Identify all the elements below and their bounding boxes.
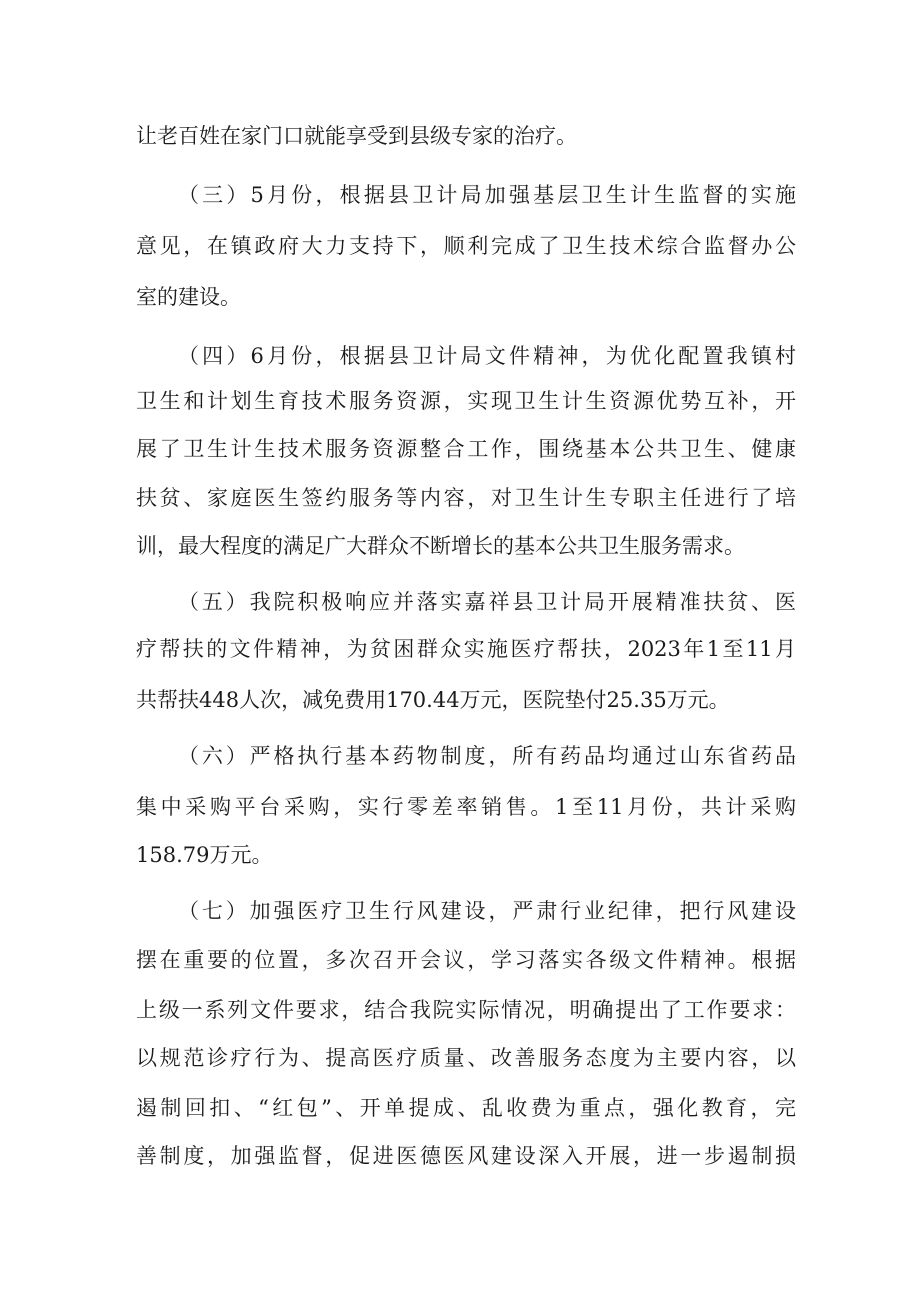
text-line: 训，最大程度的满足广大群众不断增长的基本公共卫生服务需求。	[136, 534, 745, 558]
text-line: 以规范诊疗行为、提高医疗质量、改善服务态度为主要内容，以	[136, 1046, 796, 1070]
text-line: 意见，在镇政府大力支持下，顺利完成了卫生技术综合监督办公	[136, 234, 796, 258]
text-line: 扶贫、家庭医生签约服务等内容，对卫生计生专职主任进行了培	[136, 486, 796, 510]
text-line: 上级一系列文件要求，结合我院实际情况，明确提出了工作要求：	[136, 998, 796, 1022]
text-line: 室的建设。	[136, 285, 241, 309]
text-line: （五）我院积极响应并落实嘉祥县卫计局开展精准扶贫、医	[178, 590, 796, 614]
text-line: 展了卫生计生技术服务资源整合工作，围绕基本公共卫生、健康	[136, 437, 796, 461]
text-line: 卫生和计划生育技术服务资源，实现卫生计生资源优势互补，开	[136, 389, 796, 413]
text-line: 让老百姓在家门口就能享受到县级专家的治疗。	[136, 124, 577, 148]
text-line: 疗帮扶的文件精神，为贫困群众实施医疗帮扶，2023年1至11月	[136, 637, 796, 661]
text-line: （七）加强医疗卫生行风建设，严肃行业纪律，把行风建设	[178, 899, 796, 923]
text-line: 158.79万元。	[136, 843, 273, 867]
text-line: （四）6月份，根据县卫计局文件精神，为优化配置我镇村	[178, 344, 796, 368]
text-line: 共帮扶448人次，减免费用170.44万元，医院垫付25.35万元。	[136, 688, 730, 712]
text-line: （六）严格执行基本药物制度，所有药品均通过山东省药品	[178, 744, 796, 768]
text-line: 集中采购平台采购，实行零差率销售。1至11月份，共计采购	[136, 795, 796, 819]
text-line: （三）5月份，根据县卫计局加强基层卫生计生监督的实施	[178, 183, 796, 207]
text-line: 遏制回扣、“红包”、开单提成、乱收费为重点，强化教育，完	[136, 1096, 796, 1120]
text-line: 摆在重要的位置，多次召开会议，学习落实各级文件精神。根据	[136, 948, 796, 972]
text-line: 善制度，加强监督，促进医德医风建设深入开展，进一步遏制损	[136, 1144, 796, 1168]
